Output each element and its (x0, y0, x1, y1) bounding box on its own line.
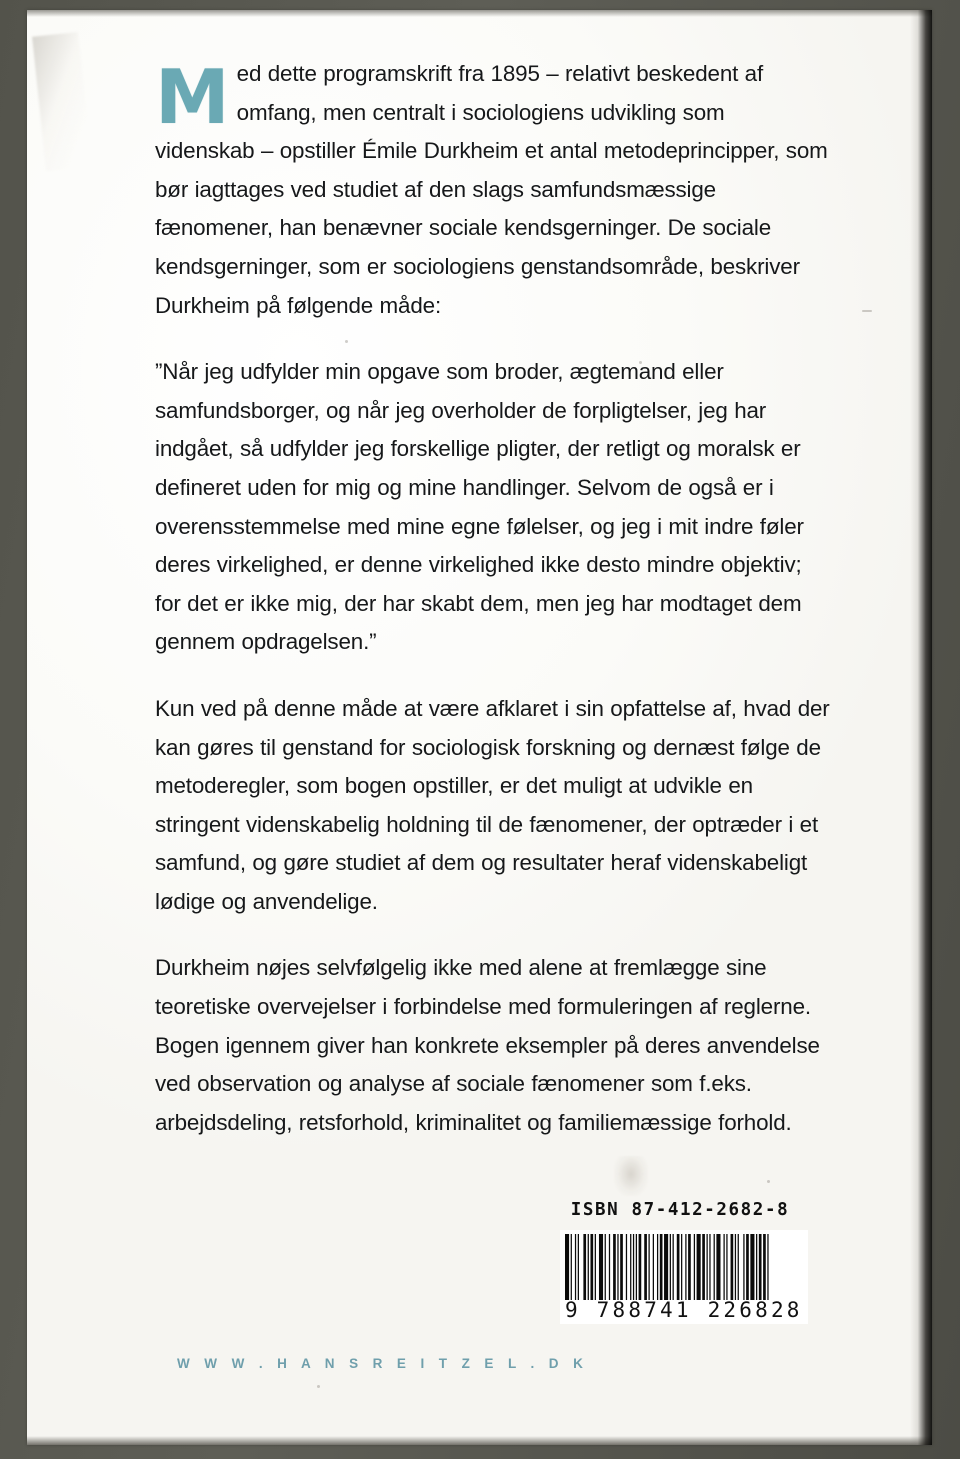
cover-top-edge-shadow (27, 10, 932, 17)
barcode-bars (565, 1234, 773, 1300)
barcode-digits: 9 788741 226828 (565, 1298, 803, 1322)
scan-speck (317, 1385, 320, 1388)
isbn-label: ISBN 87-412-2682-8 (570, 1200, 790, 1220)
paper-crease-artifact (32, 32, 92, 171)
blurb-paragraph-4: Durkheim nøjes selvfølgelig ikke med alene at fremlægge sine teoretiske overvejelser i forbindelse med formuleringen af reglerne. Bogen igennem giver han konkrete eksempler på deres anvendelse ved observation og analyse af sociale fænomener som f.eks. arbejdsdeling, retsforhold, kriminalitet og familiemæssige forhold. (155, 955, 820, 1135)
book-back-cover (27, 10, 932, 1445)
cover-spine-shadow (910, 10, 932, 1445)
blurb-paragraph-1-text: ed dette programskrift fra 1895 – relativt beskedent af omfang, men centralt i sociologiens udvikling som videnskab – opstiller Émile Durkheim et antal metodeprincipper, som bør iagttages ved studiet af den slags samfundsmæssige fænomener, han benævner sociale kendsgerninger. De sociale kendsgerninger, som er sociologiens genstandsområde, beskriver Durkheim på følgende måde: (155, 61, 828, 318)
drop-cap-letter: M (155, 53, 228, 141)
publisher-website-url: W W W . H A N S R E I T Z E L . D K (177, 1356, 589, 1371)
blurb-paragraph-1 (155, 55, 830, 325)
ink-smudge-artifact (614, 1156, 648, 1196)
scan-speck (862, 310, 872, 312)
scan-speck (767, 1180, 770, 1183)
blurb-paragraph-2-quote: ”Når jeg udfylder min opgave som broder, ægtemand eller samfundsborger, og når jeg overholder de forpligtelser, jeg har indgået, så udfylder jeg forskellige pligter, der retligt og moralsk er defineret uden for mig og mine handlinger. Selvom de også er i overensstemmelse med mine egne følelser, og jeg i mit indre føler deres virkelighed, er denne virkelighed ikke desto mindre objektiv; for det er ikke mig, der har skabt dem, men jeg har modtaget dem gennem opdragelsen.” (155, 359, 804, 655)
cover-bottom-edge-shadow (27, 1436, 932, 1445)
barcode (560, 1230, 808, 1324)
blurb-text-column (155, 55, 830, 1142)
isbn-barcode-block (560, 1200, 803, 1324)
blurb-paragraph-3: Kun ved på denne måde at være afklaret i sin opfattelse af, hvad der kan gøres til genstand for sociologisk forskning og dernæst følge de metoderegler, som bogen opstiller, er det muligt at udvikle en stringent videnskabelig holdning til de fænomener, der optræder i et samfund, og gøre studiet af dem og resultater heraf videnskabeligt lødige og anvendelige. (155, 695, 830, 914)
